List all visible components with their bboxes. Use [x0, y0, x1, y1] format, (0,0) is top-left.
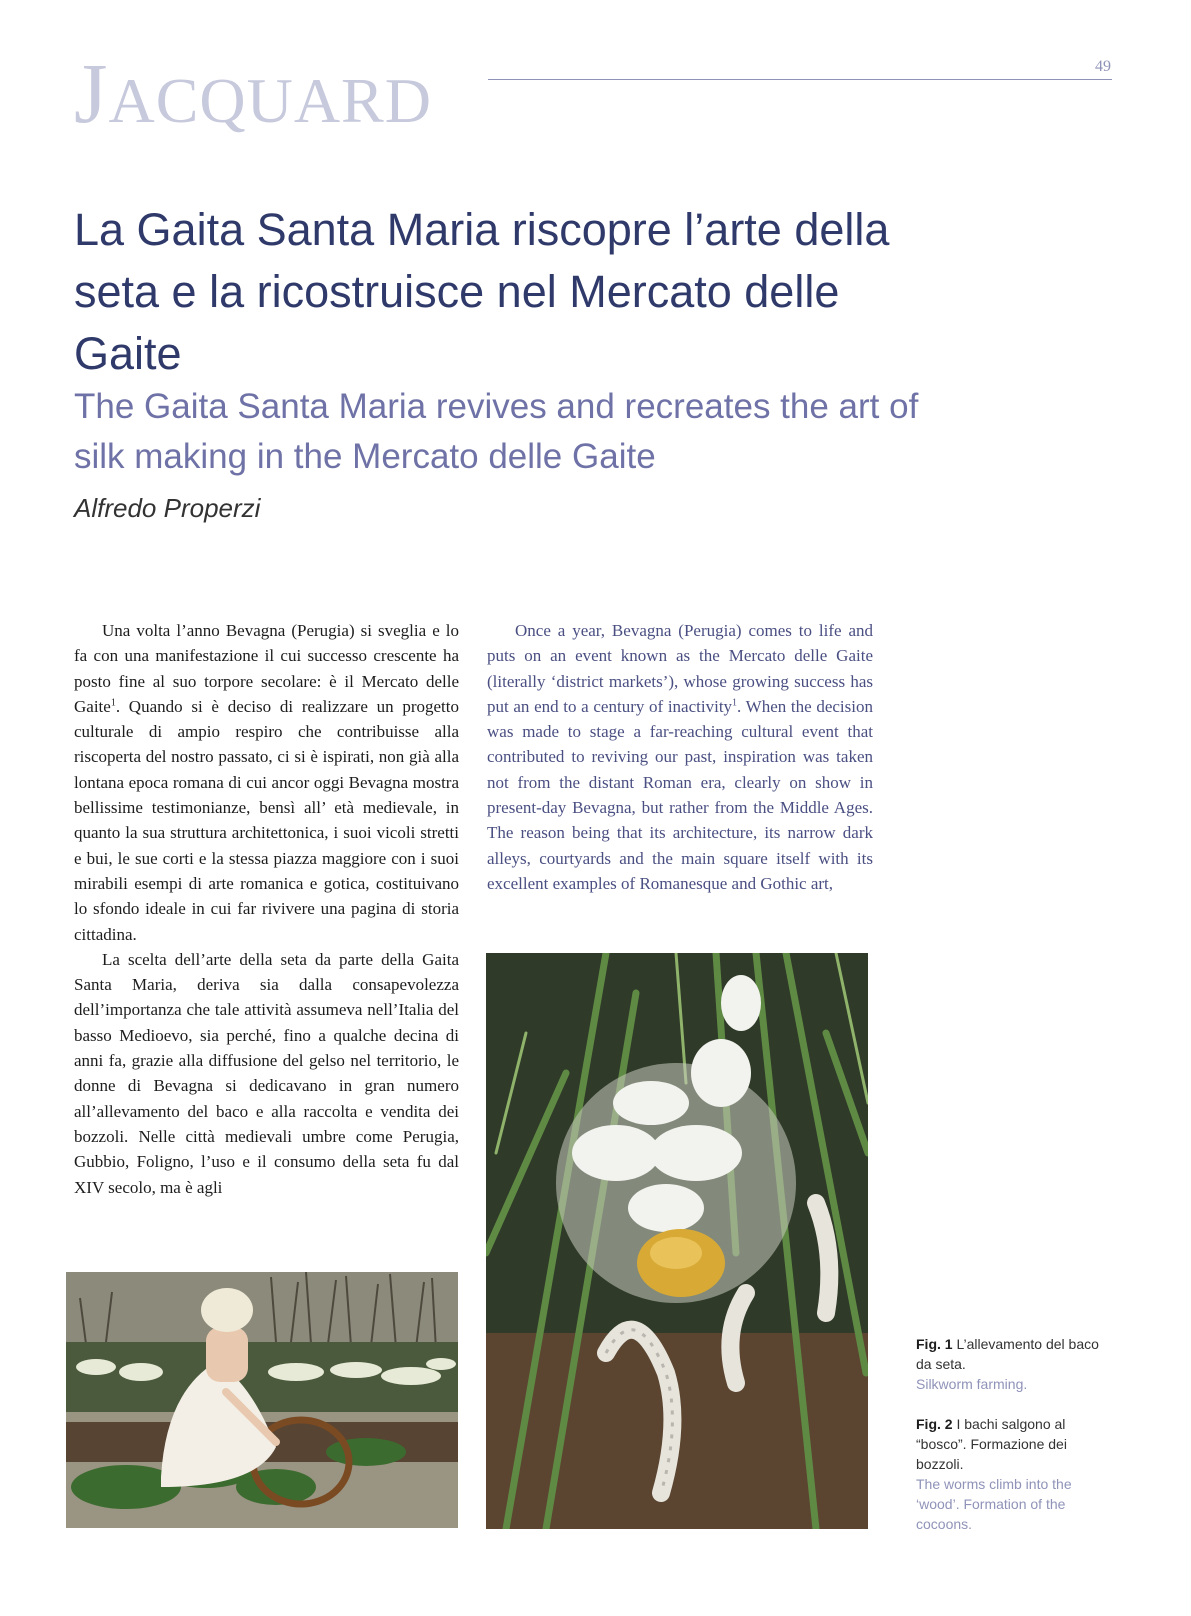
- italian-paragraph-2: La scelta dell’arte della seta da parte della Gaita Santa Maria, deriva sia dalla consapevolezza dell’importanza che tale attività assumeva nell’Italia del basso Medioevo, sia perché, fino a qualche decina di anni fa, grazie alla diffusione del gelso nel territorio, le donne di Bevagna si dedicavano in gran numero all’allevamento del baco e alla raccolta e vendita dei bozzoli. Nelle città medievali umbre come Perugia, Gubbio, Foligno, l’uso e il consumo della seta fu dal XIV secolo, ma è agli: [74, 949, 459, 1197]
- caption-figure-1: [916, 1334, 1116, 1394]
- italian-paragraph-1-continued: . Quando si è deciso di realizzare un progetto culturale di ampio respiro che contribuisse alla riscoperta del nostro passato, ci si è ispirati, non già alla lontana epoca romana di cui ancor oggi Bevagna mostra bellissime testimonianze, bensì all’ età medievale, in quanto la sua struttura architettonica, i suoi vicoli stretti e bui, le sue corti e la stessa piazza maggiore con i suoi mirabili esempi di arte romanica e gotica, costituivano lo sfondo ideale in cui far rivivere una pagina di storia cittadina.: [74, 696, 459, 944]
- caption-english: Silkworm farming.: [916, 1376, 1028, 1392]
- masthead-initial: J: [74, 45, 109, 141]
- article-title-italian: La Gaita Santa Maria riscopre l’arte della seta e la ricostruisce nel Mercato delle Gaite: [74, 204, 890, 379]
- masthead-rest: ACQUARD: [108, 65, 432, 136]
- article-title-english: The Gaita Santa Maria revives and recreates the art of silk making in the Mercato delle Gaite: [74, 387, 919, 476]
- caption-label: Fig. 1: [916, 1336, 953, 1352]
- figure-captions: [916, 1334, 1116, 1554]
- english-paragraph-1: [487, 618, 873, 896]
- caption-italian: L’allevamento del baco da seta.: [916, 1336, 1099, 1372]
- footnote-ref: 1: [732, 697, 738, 709]
- caption-english: The worms climb into the ‘wood’. Formation of the cocoons.: [916, 1476, 1072, 1532]
- italian-paragraph-1-text: Una volta l’anno Bevagna (Perugia) si sveglia e lo fa con una manifestazione il cui successo crescente ha posto fine al suo torpore secolare: è il Mercato delle Gaite: [74, 621, 459, 716]
- figure-2-illustration: [486, 953, 868, 1529]
- caption-label: Fig. 2: [916, 1416, 953, 1432]
- italian-paragraph-1: [74, 618, 459, 947]
- caption-italian: I bachi salgono al “bosco”. Formazione dei bozzoli.: [916, 1416, 1067, 1472]
- footnote-ref: 1: [110, 697, 116, 709]
- italian-column: [74, 618, 459, 1200]
- figure-1-illustration: [66, 1272, 458, 1528]
- figure-1-photo: [66, 1272, 458, 1528]
- caption-figure-2: [916, 1414, 1116, 1534]
- figure-2-photo: [486, 953, 868, 1529]
- article-author: Alfredo Properzi: [74, 493, 261, 523]
- header-rule: [488, 79, 1112, 80]
- masthead-logo: [74, 45, 432, 141]
- english-paragraph-1-text: Once a year, Bevagna (Perugia) comes to life and puts on an event known as the Mercato delle Gaite (literally ‘district markets’), whose growing success has put an end to a century of inactivity: [487, 621, 873, 716]
- english-column: [487, 618, 873, 896]
- english-paragraph-1-continued: . When the decision was made to stage a far-reaching cultural event that contributed to reviving our past, inspiration was taken not from the distant Roman era, clearly on show in present-day Bevagna, but rather from the Middle Ages. The reason being that its architecture, its narrow dark alleys, courtyards and the main square itself with its excellent examples of Romanesque and Gothic art,: [487, 696, 873, 893]
- page-number: 49: [1095, 58, 1111, 75]
